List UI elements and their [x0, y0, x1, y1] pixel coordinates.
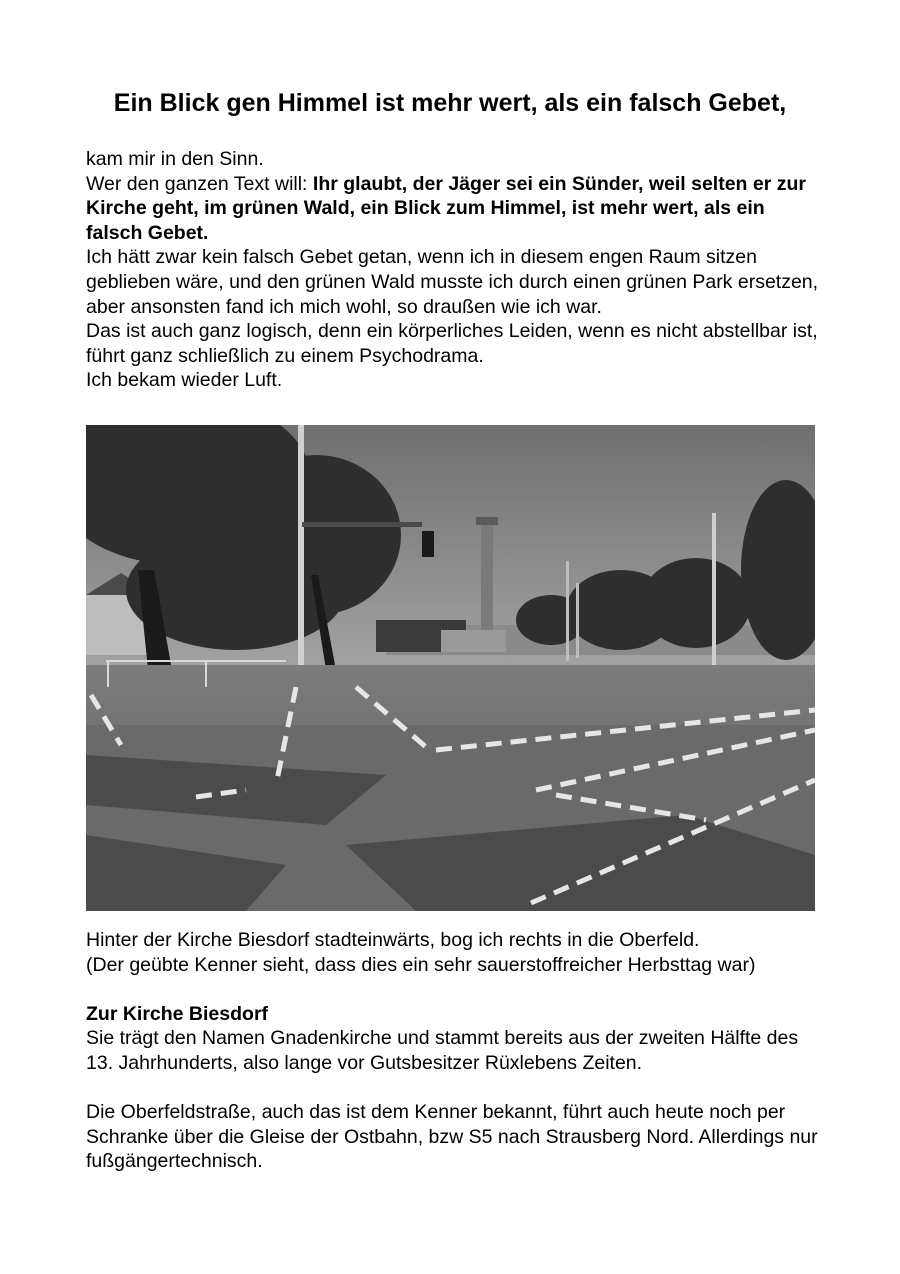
caption-line: Hinter der Kirche Biesdorf stadteinwärts, bog ich rechts in die Oberfeld. [86, 929, 700, 951]
quote-lead: Wer den ganzen Text will: [86, 172, 313, 195]
logic-paragraph: Das ist auch ganz logisch, denn ein körperliches Leiden, wenn es nicht abstellbar ist, führt ganz schließlich zu einem Psychodrama. [86, 320, 818, 367]
air-line: Ich bekam wieder Luft. [86, 369, 283, 392]
caption-note: (Der geübte Kenner sieht, dass dies ein sehr sauerstoffreicher Herbsttag war) [86, 953, 756, 976]
intro-text [86, 147, 821, 393]
church-heading: Zur Kirche Biesdorf [86, 1002, 269, 1025]
street-crossing-photo [86, 425, 815, 911]
church-paragraph: Sie trägt den Namen Gnadenkirche und stammt bereits aus der zweiten Hälfte des 13. Jahrhunderts, also lange vor Gutsbesitzer Rüxlebens Zeiten. [86, 1027, 799, 1074]
oberfeld-paragraph: Die Oberfeldstraße, auch das ist dem Kenner bekannt, führt auch heute noch per Schranke über die Gleise der Ostbahn, bzw S5 nach Strausberg Nord. Allerdings nur fußgängertechnisch. [86, 1101, 818, 1173]
after-text [86, 928, 821, 1174]
quote-paragraph [86, 172, 821, 246]
intro-line: kam mir in den Sinn. [86, 148, 264, 170]
page-title: Ein Blick gen Himmel ist mehr wert, als ein falsch Gebet, [113, 89, 787, 117]
quote-text: Ihr glaubt, der Jäger sei ein Sünder, weil selten er zur Kirche geht, im grünen Wald, ein Blick zum Himmel, ist mehr wert, als ein falsch Gebet. [86, 172, 806, 244]
body-paragraph: Ich hätt zwar kein falsch Gebet getan, wenn ich in diesem engen Raum sitzen geblieben wäre, und den grünen Wald musste ich durch einen grünen Park ersetzen, aber ansonsten fand ich mich wohl, so draußen wie ich war. [86, 246, 819, 318]
